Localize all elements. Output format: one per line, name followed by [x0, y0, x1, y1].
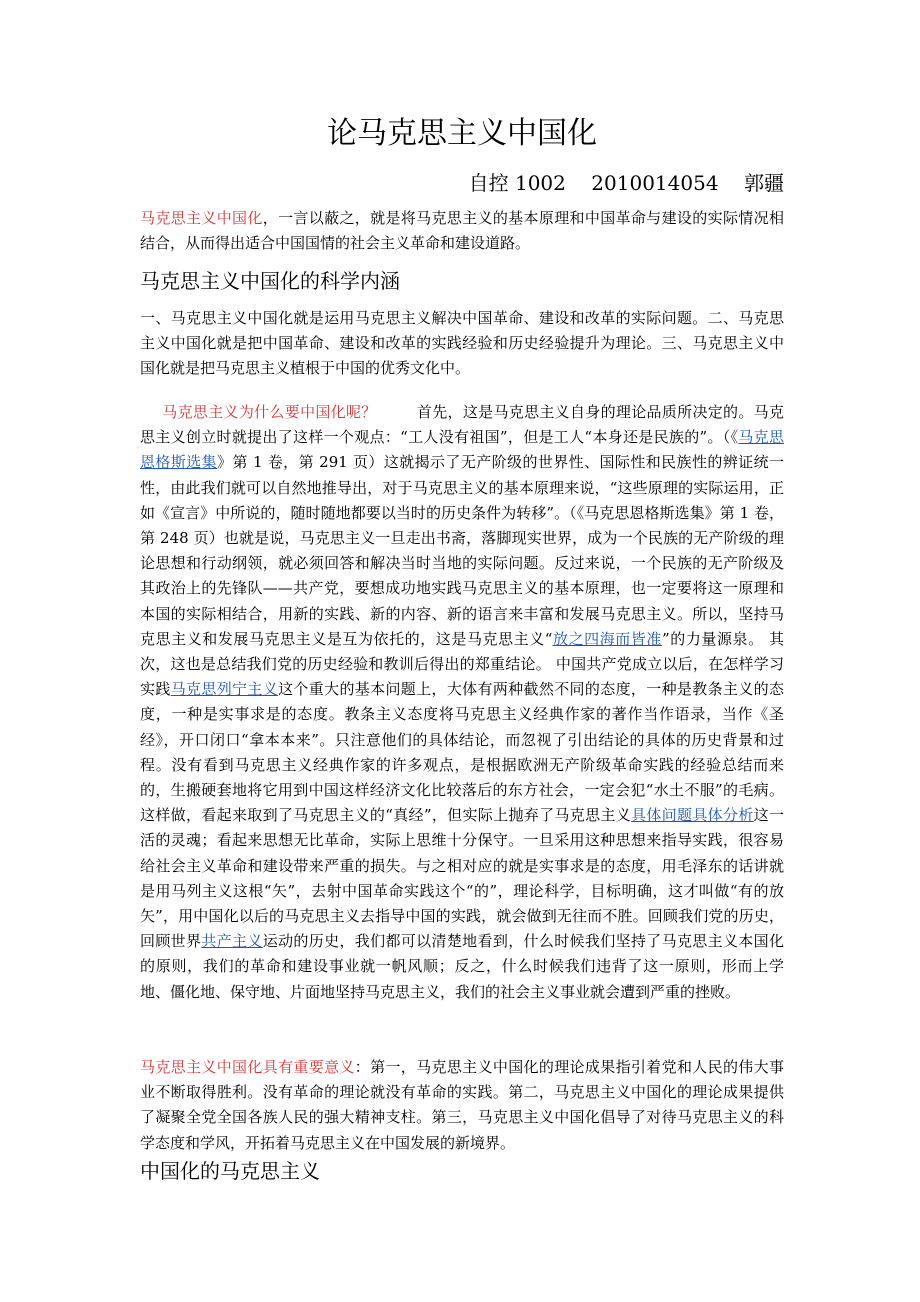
link-universally-applicable[interactable]: 放之四海而皆准	[552, 629, 663, 648]
link-concrete-analysis[interactable]: 具体问题具体分析	[631, 806, 754, 825]
link-marxism-leninism[interactable]: 马克思列宁主义	[170, 680, 279, 699]
why-paragraph	[140, 400, 784, 1005]
why-text-3: ”的力量源泉。 其次，这也是总结我们党的历史经验和教训后得出的郑重结论。 中国共产党成立以后，在怎样学习实践	[140, 629, 785, 699]
author-byline: 自控 1002 2010014054 郭疆	[468, 171, 784, 195]
connotation-paragraph: 一、马克思主义中国化就是运用马克思主义解决中国革命、建设和改革的实际问题。二、马克思主义中国化就是把中国革命、建设和改革的实践经验和历史经验提升为理论。三、马克思主义中国化就是把马克思主义植根于中国的优秀文化中。	[140, 309, 784, 378]
why-text-1: 首先，这是马克思主义自身的理论品质所决定的。马克思主义创立时就提出了这样一个观点：“工人没有祖国”，但是工人“本身还是民族的”。（《	[140, 403, 784, 447]
intro-text: ，一言以蔽之，就是将马克思主义的基本原理和中国革命与建设的实际情况相结合，从而得出适合中国国情的社会主义革命和建设道路。	[140, 209, 784, 253]
why-text-4: 这个重大的基本问题上，大体有两种截然不同的态度，一种是教条主义的态度，一种是实事求是的态度。教条主义态度将马克思主义经典作家的著作当作语录，当作《圣经》，开口闭口“拿本本来”。只注意他们的具体结论，而忽视了引出结论的具体的历史背景和过程。没有看到马克思主义经典作家的许多观点，是根据欧洲无产阶级革命实践的经验总结而来的，生搬硬套地将它用到中国这样经济文化比较落后的东方社会，一定会犯“水土不服”的毛病。这样做，看起来取到了马克思主义的“真经”，但实际上抛弃了马克思主义	[140, 680, 784, 825]
section-heading-connotation: 马克思主义中国化的科学内涵	[140, 269, 400, 293]
document-title: 论马克思主义中国化	[327, 116, 597, 151]
significance-text: ：第一，马克思主义中国化的理论成果指引着党和人民的伟大事业不断取得胜利。没有革命的理论就没有革命的实践。第二，马克思主义中国化的理论成果提供了凝聚全党全国各族人民的强大精神支柱。第三，马克思主义中国化倡导了对待马克思主义的科学态度和学风，开拓着马克思主义在中国发展的新境界。	[140, 1058, 784, 1152]
why-text-2: 》第 1 卷，第 291 页）这就揭示了无产阶级的世界性、国际性和民族性的辨证统一性，由此我们就可以自然地推导出，对于马克思主义的基本原理来说，“这些原理的实际运用，正如《宣言》中所说的，随时随地都要以当时的历史条件为转移”。（《马克思恩格斯选集》第 1 卷，第 248 页）也就是说，马克思主义一旦走出书斋，落脚现实世界，成为一个民族的无产阶级的理论思想和行动纲领，就必须回答和解决当时当地的实际问题。反过来说，一个民族的无产阶级及其政治上的先锋队——共产党，要想成功地实践马克思主义的基本原理，也一定要将这一原理和本国的实际相结合，用新的实践、新的内容、新的语言来丰富和发展马克思主义。所以，坚持马克思主义和发展马克思主义是互为依托的，这是马克思主义“	[140, 453, 784, 648]
intro-paragraph	[140, 206, 784, 256]
section-heading-sinicized-marxism: 中国化的马克思主义	[140, 1159, 320, 1183]
document-page	[140, 0, 784, 1302]
significance-paragraph	[140, 1055, 784, 1156]
why-text-6: 运动的历史，我们都可以清楚地看到，什么时候我们坚持了马克思主义本国化的原则，我们的革命和建设事业就一帆风顺；反之，什么时候我们违背了这一原则，形而上学地、僵化地、保守地、片面地坚持马克思主义，我们的社会主义事业就会遭到严重的挫败。	[140, 932, 784, 1001]
significance-lead: 马克思主义中国化具有重要意义	[140, 1058, 355, 1076]
why-lead: 马克思主义为什么要中国化呢？	[162, 403, 377, 421]
why-text-5: 这一活的灵魂；看起来思想无比革命，实际上思维十分保守。一旦采用这种思想来指导实践，很容易给社会主义革命和建设带来严重的损失。与之相对应的就是实事求是的态度，用毛泽东的话讲就是用马列主义这根“矢”，去射中国革命实践这个“的”，理论科学，目标明确，这才叫做“有的放矢”，用中国化以后的马克思主义去指导中国的实践，就会做到无往而不胜。回顾我们党的历史，回顾世界	[140, 806, 784, 951]
intro-lead: 马克思主义中国化	[140, 209, 263, 227]
link-communism[interactable]: 共产主义	[201, 932, 263, 951]
link-marx-engels-selected-works[interactable]: 马克思恩格斯选集	[140, 428, 784, 472]
